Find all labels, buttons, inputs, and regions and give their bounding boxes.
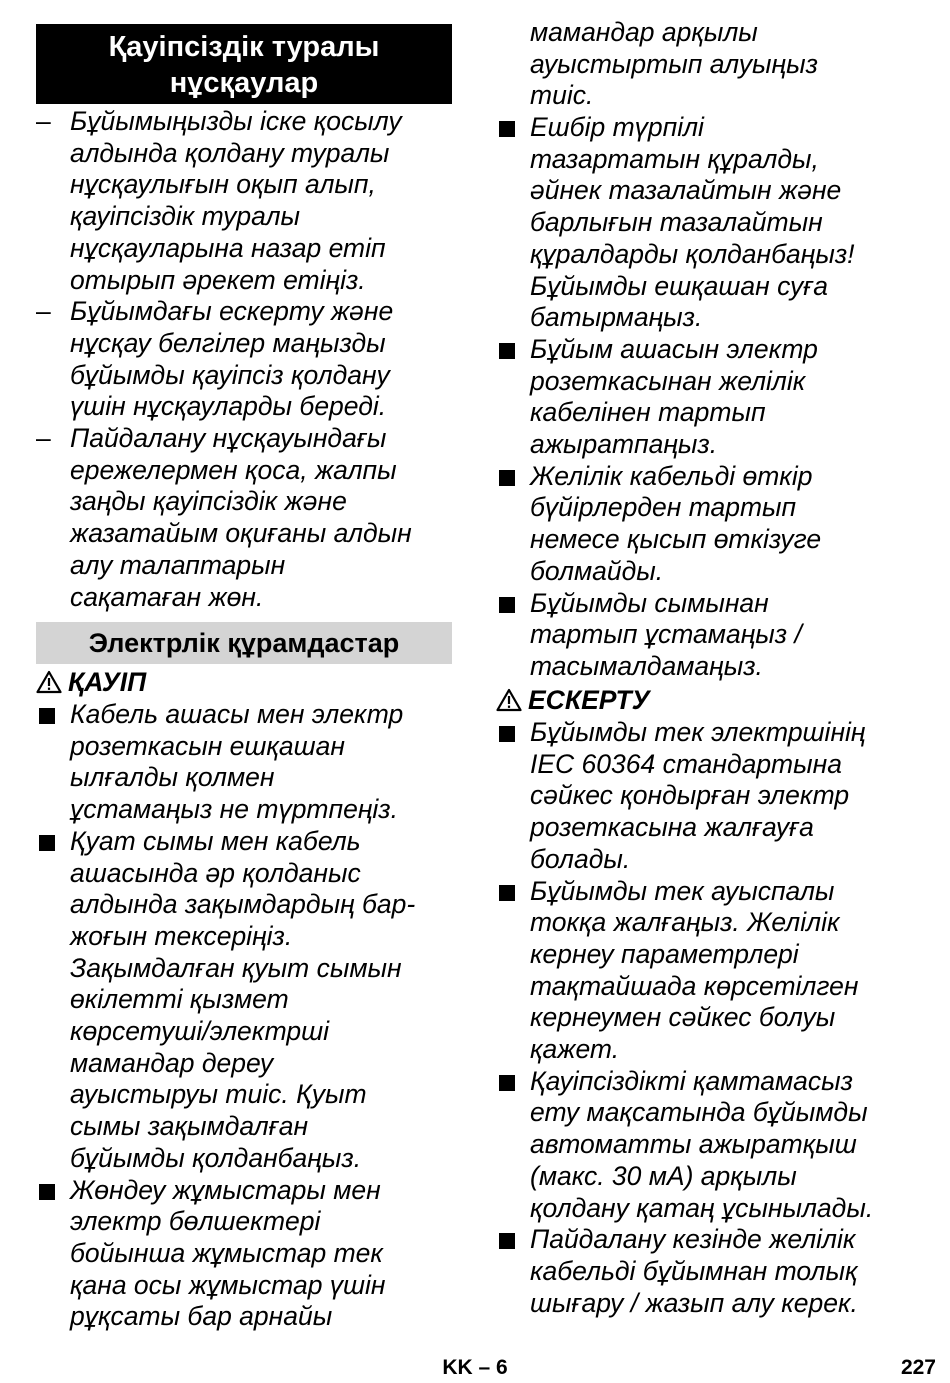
- text-line: қолдану қатаң ұсынылады.: [530, 1192, 874, 1223]
- text-line: ережелермен қоса, жалпы: [70, 454, 397, 485]
- text-line: болады.: [530, 843, 631, 874]
- text-line: қауіпсіздік туралы: [70, 201, 301, 232]
- text-line: бойынша жұмыстар тек: [70, 1237, 383, 1268]
- text-line: жазатайым оқиғаны алдын: [70, 518, 412, 549]
- danger-list-right: [496, 112, 855, 683]
- text-line: розеткасынан желілік: [530, 365, 806, 396]
- intro-list: [36, 106, 412, 613]
- text-line: токқа жалғаңыз. Желілік: [530, 907, 840, 938]
- text-line: ету мақсатында бұйымды: [530, 1097, 868, 1128]
- text-line: әйнек тазалайтын және: [530, 175, 842, 206]
- text-line: Бұйымды ешқашан суға: [530, 270, 829, 301]
- page-title-line-2: нұсқаулар: [169, 67, 319, 99]
- text-line: ауыстыртып алуыңыз: [530, 48, 818, 79]
- danger-continuation: [496, 17, 818, 112]
- square-bullet-icon: [499, 343, 515, 359]
- text-line: Бұйымды тек электршінің: [530, 717, 866, 747]
- text-line: жоғын тексеріңіз.: [70, 920, 293, 951]
- square-bullet-icon: [499, 121, 515, 137]
- list-item: [36, 296, 412, 423]
- text-line: барлығын тазалайтын: [530, 207, 823, 238]
- text-line: тиіс.: [530, 80, 594, 111]
- dash-bullet: –: [36, 106, 51, 136]
- warning-label-text: ЕСКЕРТУ: [528, 685, 650, 715]
- square-bullet-icon: [39, 835, 55, 851]
- text-line: болмайды.: [530, 555, 664, 586]
- footer-page-number: 227: [900, 1356, 936, 1379]
- text-line: Бұйым ашасын электр: [530, 333, 818, 364]
- text-line: (макс. 30 мА) арқылы: [530, 1160, 797, 1191]
- list-item: [496, 1224, 873, 1319]
- text-line: автоматты ажыратқыш: [530, 1129, 857, 1160]
- square-bullet-icon: [499, 597, 515, 613]
- text-line: мамандар дереу: [70, 1047, 274, 1078]
- text-line: Ешбір түрпілі: [530, 112, 704, 142]
- text-line: немесе қысып өткізуге: [530, 524, 822, 555]
- list-item: [36, 106, 412, 296]
- text-line: үшін нұсқауларды береді.: [70, 391, 387, 422]
- text-line: Пайдалану нұсқауындағы: [70, 423, 387, 454]
- dash-bullet: –: [36, 296, 51, 327]
- list-item: [36, 1175, 415, 1334]
- page-title: [36, 24, 452, 104]
- text-line: нұсқауларына назар етіп: [70, 232, 386, 263]
- text-line: ұстамаңыз не түртпеңіз.: [70, 794, 398, 825]
- list-item: [36, 699, 415, 826]
- text-line: алдында зақымдардың бар-: [70, 889, 416, 920]
- list-item: [496, 717, 873, 876]
- text-line: отырып әрекет етіңіз.: [70, 264, 366, 295]
- text-line: нұсқаулығын оқып алып,: [70, 169, 376, 200]
- text-line: розеткасын ешқашан: [70, 730, 345, 761]
- list-item: [496, 461, 855, 588]
- text-line: Бұйымыңызды іске қосылу: [70, 106, 402, 136]
- list-item-continuation: [496, 17, 818, 112]
- warning-triangle-icon: [496, 688, 522, 712]
- text-line: бұйымды қолданбаңыз.: [70, 1142, 362, 1173]
- square-bullet-icon: [499, 1075, 515, 1091]
- section-heading: Электрлік құрамдастар: [36, 622, 452, 664]
- warning-list: [496, 717, 873, 1319]
- text-line: қана осы жұмыстар үшін: [70, 1269, 386, 1300]
- text-line: кабелінен тартып: [530, 397, 766, 428]
- text-line: Бұйымды сымынан: [530, 587, 769, 618]
- text-line: құралдарды қолданбаңыз!: [530, 238, 855, 269]
- text-line: кернеумен сәйкес болуы: [530, 1002, 836, 1033]
- text-line: Қауіпсіздікті қамтамасыз: [530, 1065, 853, 1096]
- square-bullet-icon: [499, 885, 515, 901]
- text-line: розеткасына жалғауға: [530, 812, 814, 843]
- text-line: нұсқау белгілер маңызды: [70, 327, 386, 358]
- text-line: Зақымдалған қуыт сымын: [70, 952, 402, 983]
- text-line: шығару / жазып алу керек.: [530, 1287, 858, 1318]
- text-line: Бұйымды тек ауыспалы: [530, 875, 835, 906]
- dash-bullet: –: [36, 423, 51, 454]
- text-line: ажыратпаңыз.: [530, 429, 718, 460]
- text-line: Пайдалану кезінде желілік: [530, 1224, 856, 1255]
- danger-label-text: ҚАУІП: [68, 667, 147, 697]
- list-item: [496, 876, 873, 1066]
- square-bullet-icon: [499, 1233, 515, 1249]
- text-line: сымы зақымдалған: [70, 1111, 309, 1142]
- danger-list-left: [36, 699, 415, 1333]
- text-line: заңды қауіпсіздік және: [70, 486, 347, 517]
- text-line: сақатаған жөн.: [70, 581, 264, 612]
- text-line: IEC 60364 стандартына: [530, 748, 842, 779]
- text-line: сәйкес қондырған электр: [530, 780, 850, 811]
- text-line: тақтайшада көрсетілген: [530, 970, 859, 1001]
- square-bullet-icon: [499, 470, 515, 486]
- text-line: ылғалды қолмен: [70, 762, 275, 793]
- footer-section-page: KK – 6: [442, 1356, 508, 1379]
- text-line: Қуат сымы мен кабель: [70, 825, 361, 856]
- text-line: тасымалдамаңыз.: [530, 650, 763, 681]
- text-line: электр бөлшектері: [70, 1206, 321, 1237]
- text-line: ашасында әр қолданыс: [70, 857, 361, 888]
- text-line: өкілетті қызмет: [70, 984, 289, 1015]
- warning-triangle-icon: [36, 670, 62, 694]
- text-line: көрсетуші/электрші: [70, 1016, 330, 1047]
- text-line: тазартатын құралды,: [530, 143, 819, 174]
- text-line: кабельді бұйымнан толық: [530, 1255, 858, 1286]
- text-line: алу талаптарын: [70, 549, 286, 580]
- list-item: [496, 1066, 873, 1225]
- page-title-line-1: Қауіпсіздік туралы: [108, 31, 380, 63]
- text-line: батырмаңыз.: [530, 302, 703, 333]
- text-line: Жөндеу жұмыстары мен: [70, 1174, 381, 1205]
- text-line: алдында қолдану туралы: [70, 137, 390, 168]
- text-line: бұйымды қауіпсіз қолдану: [70, 359, 390, 390]
- list-item: [496, 588, 855, 683]
- text-line: бүйірлерден тартып: [530, 492, 797, 523]
- text-line: ауыстыруы тиіс. Қуыт: [70, 1079, 367, 1110]
- square-bullet-icon: [499, 726, 515, 742]
- list-item: [496, 112, 855, 334]
- list-item: [36, 826, 415, 1175]
- text-line: Желілік кабельді өткір: [530, 460, 813, 491]
- text-line: Бұйымдағы ескерту және: [70, 296, 394, 327]
- text-line: тартып ұстамаңыз /: [530, 619, 802, 650]
- list-item: [496, 334, 855, 461]
- text-line: рұқсаты бар арнайы: [70, 1301, 333, 1332]
- text-line: Кабель ашасы мен электр: [70, 699, 404, 729]
- square-bullet-icon: [39, 1184, 55, 1200]
- list-item: [36, 423, 412, 613]
- warning-label: [496, 684, 650, 716]
- square-bullet-icon: [39, 708, 55, 724]
- text-line: кернеу параметрлері: [530, 938, 799, 969]
- text-line: қажет.: [530, 1034, 620, 1065]
- danger-label: [36, 666, 146, 698]
- text-line: мамандар арқылы: [530, 17, 758, 47]
